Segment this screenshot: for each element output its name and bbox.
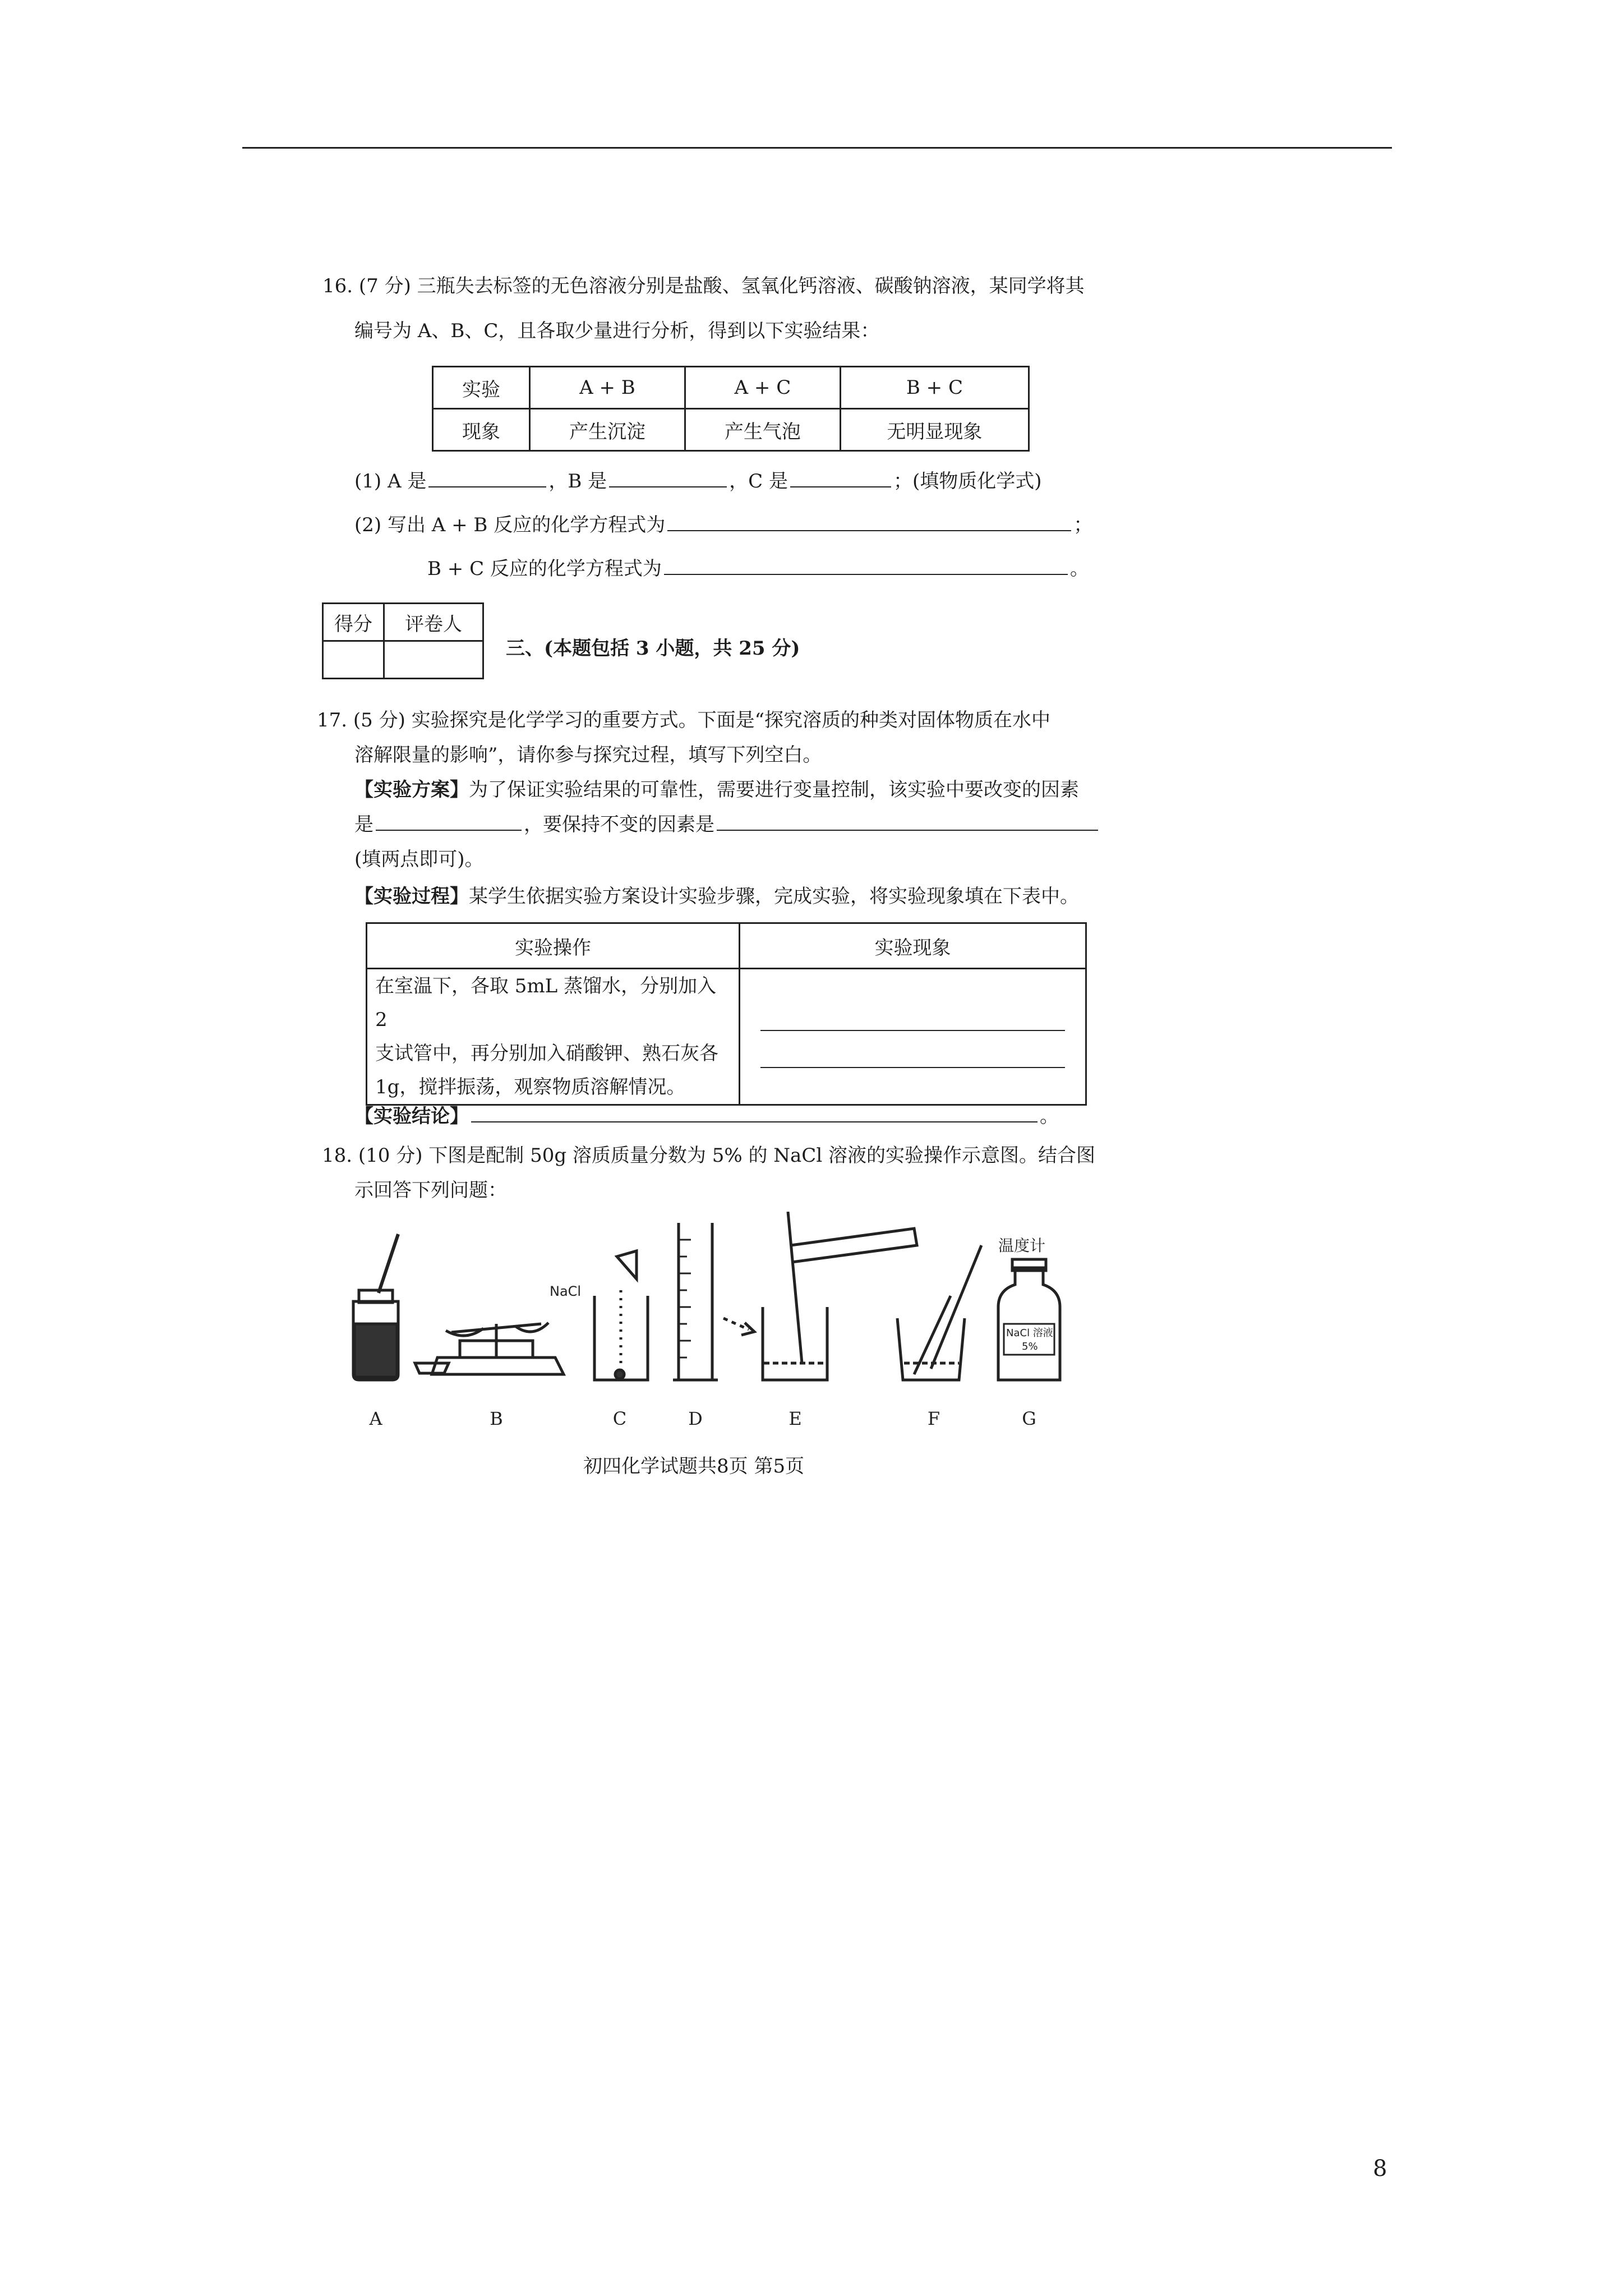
q16-sub2-label: (2) 写出 A + B 反应的化学方程式为 (354, 514, 666, 536)
table-row (433, 367, 1029, 409)
table-header: 实验现象 (740, 923, 1086, 969)
fig-letter-c: C (612, 1408, 627, 1429)
table-row (367, 923, 1086, 969)
answer-blank-b[interactable] (609, 467, 727, 487)
fig-letter-a: A (369, 1408, 382, 1429)
table-cell: 产生沉淀 (530, 409, 685, 451)
bottle-label-1: NaCl 溶液 (1006, 1327, 1053, 1339)
operation-line: 在室温下，各取 5mL 蒸馏水，分别加入 2 (375, 975, 717, 1031)
operation-line: 支试管中，再分别加入硝酸钾、熟石灰各 (375, 1042, 718, 1065)
q16-sub1-note: ；(填物质化学式) (893, 470, 1042, 493)
conclusion-tag: 【实验结论】 (354, 1105, 469, 1128)
q17-conclusion (354, 1099, 1059, 1133)
answer-blank-a[interactable] (428, 467, 546, 487)
q16-line1: 16. (7 分) 三瓶失去标签的无色溶液分别是盐酸、氢氧化钙溶液、碳酸钠溶液，某同学将其 (322, 275, 1085, 297)
equation-blank-ab[interactable] (667, 511, 1071, 531)
q17-plan-line2 (354, 808, 1100, 841)
answer-blank-phenomenon-2[interactable] (760, 1031, 1065, 1068)
score-label: 得分 (323, 604, 384, 641)
figure-g-reagent-bottle (998, 1259, 1060, 1380)
figure-a-reagent-jar (353, 1234, 449, 1380)
q17-process (354, 880, 1079, 913)
plan-text: 为了保证实验结果的可靠性，需要进行变量控制，该实验中要改变的因素 (469, 779, 1079, 801)
figure-c-beaker (594, 1251, 648, 1380)
table-cell: 现象 (433, 409, 530, 451)
score-box (322, 602, 484, 679)
operation-cell (367, 969, 740, 1105)
equation-blank-bc[interactable] (664, 555, 1068, 575)
fig-letter-d: D (688, 1408, 703, 1429)
table-cell: 无明显现象 (840, 409, 1029, 451)
figure-d-cylinder (673, 1223, 754, 1380)
fig-letter-g: G (1022, 1408, 1036, 1429)
q18-line1: 18. (10 分) 下图是配制 50g 溶质质量分数为 5% 的 NaCl 溶液的实验操作示意图。结合图 (322, 1144, 1096, 1167)
answer-blank-change[interactable] (376, 811, 522, 831)
figure-svg (336, 1212, 1122, 1447)
figure-e-beaker (763, 1212, 917, 1380)
punct: ； (1073, 514, 1093, 536)
grader-cell[interactable] (384, 641, 483, 679)
q17-line1: 17. (5 分) 实验探究是化学学习的重要方式。下面是“探究溶质的种类对固体物质在水中 (317, 709, 1051, 731)
section-3-heading: 三、(本题包括 3 小题，共 25 分) (506, 637, 800, 660)
fig-letter-b: B (490, 1408, 503, 1429)
table-cell: 实验 (433, 367, 530, 409)
punct: 。 (1040, 1105, 1059, 1128)
q16-sub2 (354, 508, 1092, 542)
figure-b-balance (432, 1323, 564, 1374)
table-cell: A + C (685, 367, 840, 409)
table-row (323, 641, 483, 679)
table-cell: 产生气泡 (685, 409, 840, 451)
q16-results-table (432, 366, 1030, 452)
table-header: 实验操作 (367, 923, 740, 969)
answer-blank-c[interactable] (790, 467, 891, 487)
answer-blank-phenomenon-1[interactable] (760, 1005, 1065, 1031)
process-tag: 【实验过程】 (354, 885, 469, 908)
q16-sub1 (354, 464, 1042, 498)
page-number: 8 (1373, 2156, 1387, 2182)
q16-sub1-label-c: ，C 是 (729, 470, 788, 493)
process-text: 某学生依据实验方案设计实验步骤，完成实验，将实验现象填在下表中。 (469, 885, 1079, 908)
answer-blank-constant[interactable] (717, 811, 1098, 831)
operation-line: 1g，搅拌振荡，观察物质溶解情况。 (375, 1076, 686, 1098)
q17-plan-line3: (填两点即可)。 (354, 848, 484, 871)
plan-line2-b: ，要保持不变的因素是 (524, 813, 714, 836)
header-rule (242, 147, 1392, 149)
q17-line2: 溶解限量的影响”，请你参与探究过程，填写下列空白。 (354, 744, 822, 766)
thermometer-label: 温度计 (998, 1236, 1046, 1255)
table-row (323, 604, 483, 641)
plan-tag: 【实验方案】 (354, 779, 469, 801)
answer-blank-conclusion[interactable] (471, 1102, 1038, 1122)
q17-plan (354, 773, 1079, 807)
q16-sub1-label-a: (1) A 是 (354, 470, 427, 493)
fig-letter-f: F (927, 1408, 940, 1429)
q16-sub3-label: B + C 反应的化学方程式为 (427, 558, 662, 580)
q17-experiment-table (366, 922, 1087, 1106)
grader-label: 评卷人 (384, 604, 483, 641)
table-row (433, 409, 1029, 451)
q16-line2: 编号为 A、B、C，且各取少量进行分析，得到以下实验结果： (354, 320, 880, 342)
figure-f-beaker-thermometer (897, 1245, 981, 1380)
q16-sub3 (427, 552, 1089, 586)
table-cell: B + C (840, 367, 1029, 409)
q18-line2: 示回答下列问题： (354, 1179, 507, 1202)
punct: 。 (1069, 558, 1089, 580)
score-cell[interactable] (323, 641, 384, 679)
nacl-label: NaCl (550, 1283, 582, 1299)
q16-sub1-label-b: ，B 是 (548, 470, 607, 493)
fig-letter-e: E (789, 1408, 802, 1429)
bottle-label-2: 5% (1022, 1341, 1038, 1352)
page-footer: 初四化学试题共8页 第5页 (583, 1455, 805, 1478)
table-row (367, 969, 1086, 1105)
table-cell: A + B (530, 367, 685, 409)
phenomenon-cell (740, 969, 1086, 1105)
plan-line2-a: 是 (354, 813, 374, 836)
nacl-solution-figure (336, 1212, 1122, 1447)
